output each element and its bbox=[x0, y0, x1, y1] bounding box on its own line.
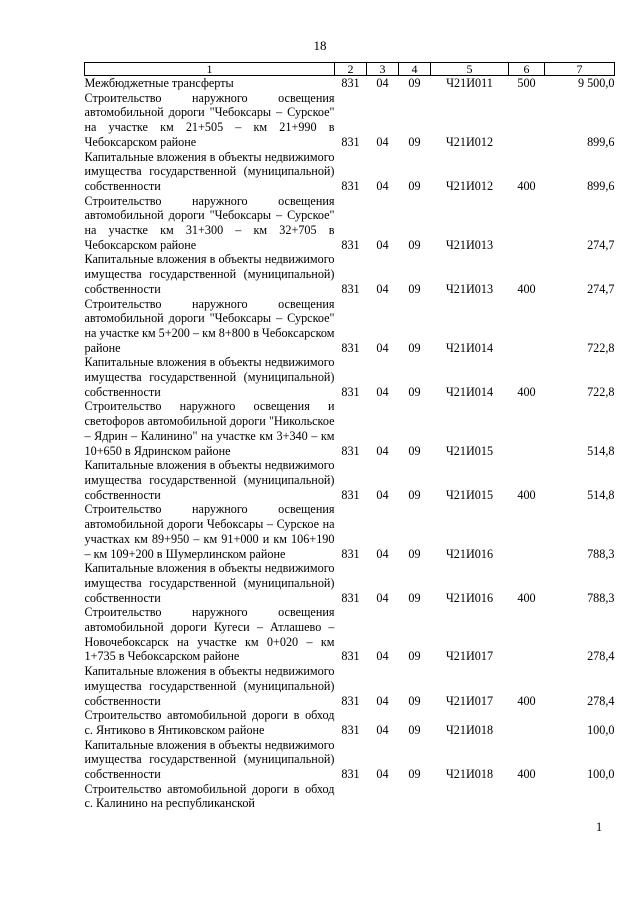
row-expense-type bbox=[509, 399, 545, 458]
row-expense-type: 400 bbox=[517, 693, 536, 708]
row-name: Строительство наружного освещения автомобильной дороги "Чебоксары – Сурское" на участке км 21+505 – км 21+990 в Чебоксарском районе bbox=[84, 90, 335, 149]
row-section-code: 04 bbox=[376, 649, 389, 664]
row-section-code bbox=[367, 782, 399, 811]
table-row bbox=[85, 150, 615, 194]
row-name: Капитальные вложения в объекты недвижимого имущества государственной (муниципальной) собственности bbox=[84, 561, 335, 605]
row-amount: 722,8 bbox=[587, 384, 615, 399]
row-expense-type bbox=[509, 782, 545, 811]
header-row bbox=[85, 63, 615, 76]
row-subsection-code: 09 bbox=[408, 546, 421, 561]
row-ministry-code: 831 bbox=[341, 281, 360, 296]
row-target-code: Ч21И014 bbox=[445, 384, 494, 399]
row-amount: 514,8 bbox=[587, 487, 615, 502]
budget-table bbox=[84, 62, 615, 811]
header-col-2: 2 bbox=[335, 63, 367, 76]
row-subsection-code: 09 bbox=[408, 767, 421, 782]
row-subsection-code: 09 bbox=[408, 76, 421, 90]
row-amount: 899,6 bbox=[587, 178, 615, 193]
row-amount: 9 500,0 bbox=[577, 76, 615, 90]
row-section-code: 04 bbox=[376, 340, 389, 355]
row-expense-type: 400 bbox=[517, 384, 536, 399]
row-ministry-code: 831 bbox=[341, 340, 360, 355]
row-ministry-code: 831 bbox=[341, 178, 360, 193]
row-subsection-code: 09 bbox=[408, 178, 421, 193]
table-row bbox=[85, 561, 615, 605]
row-target-code bbox=[431, 782, 509, 811]
row-subsection-code: 09 bbox=[408, 590, 421, 605]
row-amount: 788,3 bbox=[587, 546, 615, 561]
row-amount: 278,4 bbox=[587, 649, 615, 664]
row-name: Капитальные вложения в объекты недвижимого имущества государственной (муниципальной) собственности bbox=[84, 355, 335, 399]
row-ministry-code: 831 bbox=[341, 546, 360, 561]
table-row bbox=[85, 355, 615, 399]
row-subsection-code: 09 bbox=[408, 649, 421, 664]
row-target-code: Ч21И016 bbox=[445, 546, 494, 561]
row-section-code: 04 bbox=[376, 487, 389, 502]
table-row bbox=[85, 252, 615, 296]
page-trailing-mark: 1 bbox=[596, 820, 603, 834]
row-section-code: 04 bbox=[376, 237, 389, 252]
row-section-code: 04 bbox=[376, 546, 389, 561]
row-ministry-code: 831 bbox=[341, 693, 360, 708]
row-name: Капитальные вложения в объекты недвижимого имущества государственной (муниципальной) собственности bbox=[84, 458, 335, 502]
row-target-code: Ч21И011 bbox=[446, 76, 493, 90]
row-amount: 514,8 bbox=[587, 443, 615, 458]
row-expense-type: 400 bbox=[517, 281, 536, 296]
row-name: Строительство наружного освещения и светофоров автомобильной дороги "Никольское – Ядрин – Калинино" на участке км 3+340 – км 10+650 в Ядринском районе bbox=[84, 399, 335, 458]
row-amount: 100,0 bbox=[587, 767, 615, 782]
row-ministry-code: 831 bbox=[341, 487, 360, 502]
row-subsection-code: 09 bbox=[408, 340, 421, 355]
row-target-code: Ч21И012 bbox=[445, 134, 494, 149]
row-amount: 788,3 bbox=[587, 590, 615, 605]
row-name: Межбюджетные трансферты bbox=[84, 76, 234, 90]
row-target-code: Ч21И018 bbox=[445, 767, 494, 782]
table-row bbox=[85, 502, 615, 561]
table-row bbox=[85, 91, 615, 150]
row-expense-type: 500 bbox=[517, 76, 536, 90]
table-row bbox=[85, 399, 615, 458]
header-col-1: 1 bbox=[85, 63, 335, 76]
row-section-code: 04 bbox=[376, 767, 389, 782]
row-target-code: Ч21И016 bbox=[445, 590, 494, 605]
row-expense-type: 400 bbox=[517, 487, 536, 502]
page-number: 18 bbox=[313, 38, 327, 53]
row-section-code: 04 bbox=[376, 178, 389, 193]
row-target-code: Ч21И015 bbox=[445, 487, 494, 502]
row-expense-type bbox=[509, 502, 545, 561]
row-subsection-code: 09 bbox=[408, 237, 421, 252]
row-ministry-code: 831 bbox=[341, 237, 360, 252]
row-section-code: 04 bbox=[376, 384, 389, 399]
row-expense-type bbox=[509, 194, 545, 253]
row-subsection-code bbox=[399, 782, 431, 811]
row-name: Строительство автомобильной дороги в обход с. Калинино на республиканской bbox=[84, 781, 335, 811]
table-row bbox=[85, 782, 615, 811]
row-amount: 100,0 bbox=[587, 722, 615, 737]
header-col-4: 4 bbox=[399, 63, 431, 76]
row-target-code: Ч21И017 bbox=[445, 693, 494, 708]
row-subsection-code: 09 bbox=[408, 487, 421, 502]
table-row bbox=[85, 297, 615, 356]
row-ministry-code: 831 bbox=[341, 767, 360, 782]
row-amount: 274,7 bbox=[587, 237, 615, 252]
row-amount bbox=[545, 782, 615, 811]
row-target-code: Ч21И013 bbox=[445, 281, 494, 296]
table-row bbox=[85, 76, 615, 91]
row-subsection-code: 09 bbox=[408, 281, 421, 296]
row-name: Строительство автомобильной дороги в обход с. Янтиково в Янтиковском районе bbox=[84, 708, 335, 737]
row-section-code: 04 bbox=[376, 281, 389, 296]
row-expense-type: 400 bbox=[517, 178, 536, 193]
row-ministry-code: 831 bbox=[341, 722, 360, 737]
row-name: Строительство наружного освещения автомобильной дороги Кугеси – Атлашево – Новочебоксарск на участке км 0+020 – км 1+735 в Чебоксарском районе bbox=[84, 605, 335, 664]
row-target-code: Ч21И017 bbox=[445, 649, 494, 664]
row-amount: 274,7 bbox=[587, 281, 615, 296]
row-name: Строительство наружного освещения автомобильной дороги "Чебоксары – Сурское" на участке км 5+200 – км 8+800 в Чебоксарском районе bbox=[84, 296, 335, 355]
header-col-6: 6 bbox=[509, 63, 545, 76]
row-subsection-code: 09 bbox=[408, 384, 421, 399]
row-section-code: 04 bbox=[376, 722, 389, 737]
table-row bbox=[85, 738, 615, 782]
row-ministry-code: 831 bbox=[341, 384, 360, 399]
header-col-7: 7 bbox=[545, 63, 615, 76]
row-subsection-code: 09 bbox=[408, 722, 421, 737]
row-section-code: 04 bbox=[376, 76, 389, 90]
row-section-code: 04 bbox=[376, 693, 389, 708]
row-ministry-code: 831 bbox=[341, 590, 360, 605]
row-ministry-code: 831 bbox=[341, 134, 360, 149]
row-expense-type: 400 bbox=[517, 767, 536, 782]
row-name: Капитальные вложения в объекты недвижимого имущества государственной (муниципальной) собственности bbox=[84, 252, 335, 296]
row-name: Строительство наружного освещения автомобильной дороги "Чебоксары – Сурское" на участке км 31+300 – км 32+705 в Чебоксарском районе bbox=[84, 193, 335, 252]
row-target-code: Ч21И018 bbox=[445, 722, 494, 737]
row-amount: 278,4 bbox=[587, 693, 615, 708]
row-ministry-code: 831 bbox=[341, 443, 360, 458]
row-name: Строительство наружного освещения автомобильной дороги Чебоксары – Сурское на участках км 89+950 – км 91+000 и км 106+190 – км 109+200 в Шумерлинском районе bbox=[84, 502, 335, 561]
row-target-code: Ч21И013 bbox=[445, 237, 494, 252]
row-expense-type: 400 bbox=[517, 590, 536, 605]
header-col-3: 3 bbox=[367, 63, 399, 76]
row-name: Капитальные вложения в объекты недвижимого имущества государственной (муниципальной) собственности bbox=[84, 664, 335, 708]
row-ministry-code bbox=[335, 782, 367, 811]
row-ministry-code: 831 bbox=[341, 649, 360, 664]
row-amount: 899,6 bbox=[587, 134, 615, 149]
table-row bbox=[85, 708, 615, 737]
row-expense-type bbox=[509, 91, 545, 150]
header-col-5: 5 bbox=[431, 63, 509, 76]
row-section-code: 04 bbox=[376, 443, 389, 458]
row-subsection-code: 09 bbox=[408, 443, 421, 458]
row-ministry-code: 831 bbox=[341, 76, 360, 90]
table-row bbox=[85, 664, 615, 708]
row-section-code: 04 bbox=[376, 134, 389, 149]
row-expense-type bbox=[509, 297, 545, 356]
table-row bbox=[85, 605, 615, 664]
row-target-code: Ч21И012 bbox=[445, 178, 494, 193]
row-subsection-code: 09 bbox=[408, 693, 421, 708]
row-name: Капитальные вложения в объекты недвижимого имущества государственной (муниципальной) собственности bbox=[84, 149, 335, 193]
table-row bbox=[85, 458, 615, 502]
row-amount: 722,8 bbox=[587, 340, 615, 355]
row-expense-type bbox=[509, 708, 545, 737]
row-subsection-code: 09 bbox=[408, 134, 421, 149]
row-target-code: Ч21И015 bbox=[445, 443, 494, 458]
table-row bbox=[85, 194, 615, 253]
row-section-code: 04 bbox=[376, 590, 389, 605]
row-target-code: Ч21И014 bbox=[445, 340, 494, 355]
row-expense-type bbox=[509, 605, 545, 664]
row-name: Капитальные вложения в объекты недвижимого имущества государственной (муниципальной) собственности bbox=[84, 737, 335, 782]
